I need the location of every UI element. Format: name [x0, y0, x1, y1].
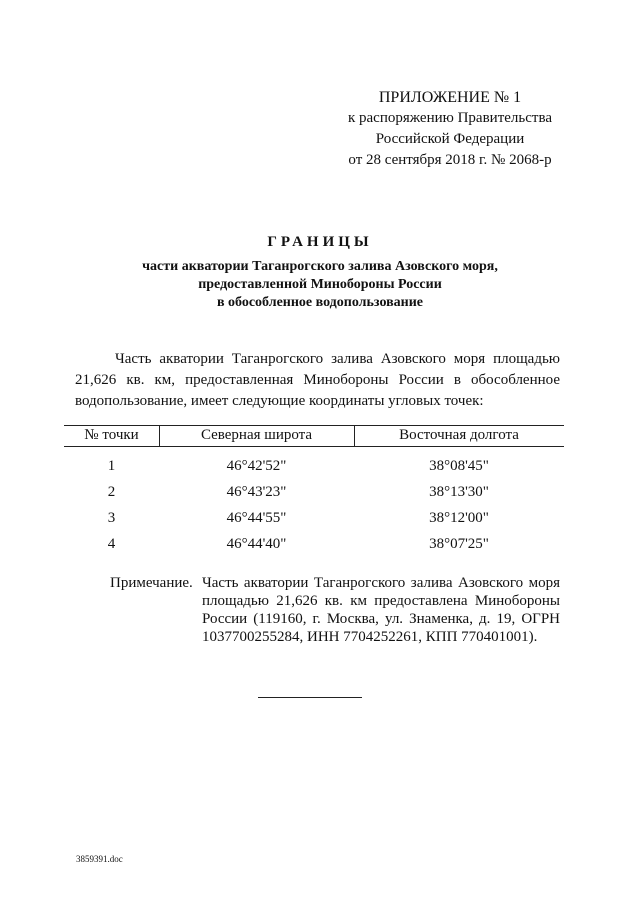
file-name: 3859391.doc: [76, 854, 123, 864]
latitude-value: 46°44'55": [226, 510, 287, 526]
annex-number: ПРИЛОЖЕНИЕ № 1: [378, 89, 522, 106]
header-longitude: Восточная долгота: [399, 427, 519, 443]
header-latitude: Северная широта: [200, 427, 313, 443]
annex-reference: к распоряжению Правительства: [347, 110, 552, 126]
table-row: [64, 484, 564, 510]
coordinates-table-body: [64, 458, 564, 562]
latitude-value: 46°44'40": [226, 536, 287, 552]
point-number: 1: [107, 458, 116, 474]
subtitle-line-1: части акватории Таганрогского залива Азовского моря,: [142, 259, 498, 274]
header-point-number: № точки: [84, 427, 139, 443]
point-number: 4: [107, 536, 116, 552]
annex-header: [330, 87, 570, 171]
longitude-value: 38°12'00": [429, 510, 489, 526]
table-row: [64, 458, 564, 484]
latitude-value: 46°42'52": [226, 458, 287, 474]
table-row: [64, 536, 564, 562]
subtitle-line-2: предоставленной Минобороны России: [198, 277, 442, 292]
point-number: 2: [107, 484, 116, 500]
latitude-value: 46°43'23": [226, 484, 287, 500]
longitude-value: 38°07'25": [429, 536, 489, 552]
longitude-value: 38°13'30": [429, 484, 489, 500]
annex-date: от 28 сентября 2018 г. № 2068-р: [348, 152, 552, 168]
document-title: ГРАНИЦЫ: [267, 234, 373, 250]
point-number: 3: [107, 510, 116, 526]
document-subtitle: [0, 258, 640, 312]
note-label: Примечание.: [110, 575, 193, 591]
intro-paragraph: Часть акватории Таганрогского залива Азовского моря площадью 21,626 кв. км, предоставленная Минобороны России в обособленное водопользование, имеет следующие координаты угловых точек:: [75, 351, 560, 409]
subtitle-line-3: в обособленное водопользование: [216, 295, 424, 310]
longitude-value: 38°08'45": [429, 458, 489, 474]
note-text: Часть акватории Таганрогского залива Азовского моря площадью 21,626 кв. км предоставлена Минобороны России (119160, г. Москва, ул. Знаменка, д. 19, ОГРН 1037700255284, ИНН 7704252261, КПП 770401001).: [202, 575, 560, 645]
annex-authority: Российской Федерации: [375, 131, 525, 147]
coordinates-table-header: [64, 425, 564, 447]
end-divider: [258, 697, 362, 698]
table-row: [64, 510, 564, 536]
